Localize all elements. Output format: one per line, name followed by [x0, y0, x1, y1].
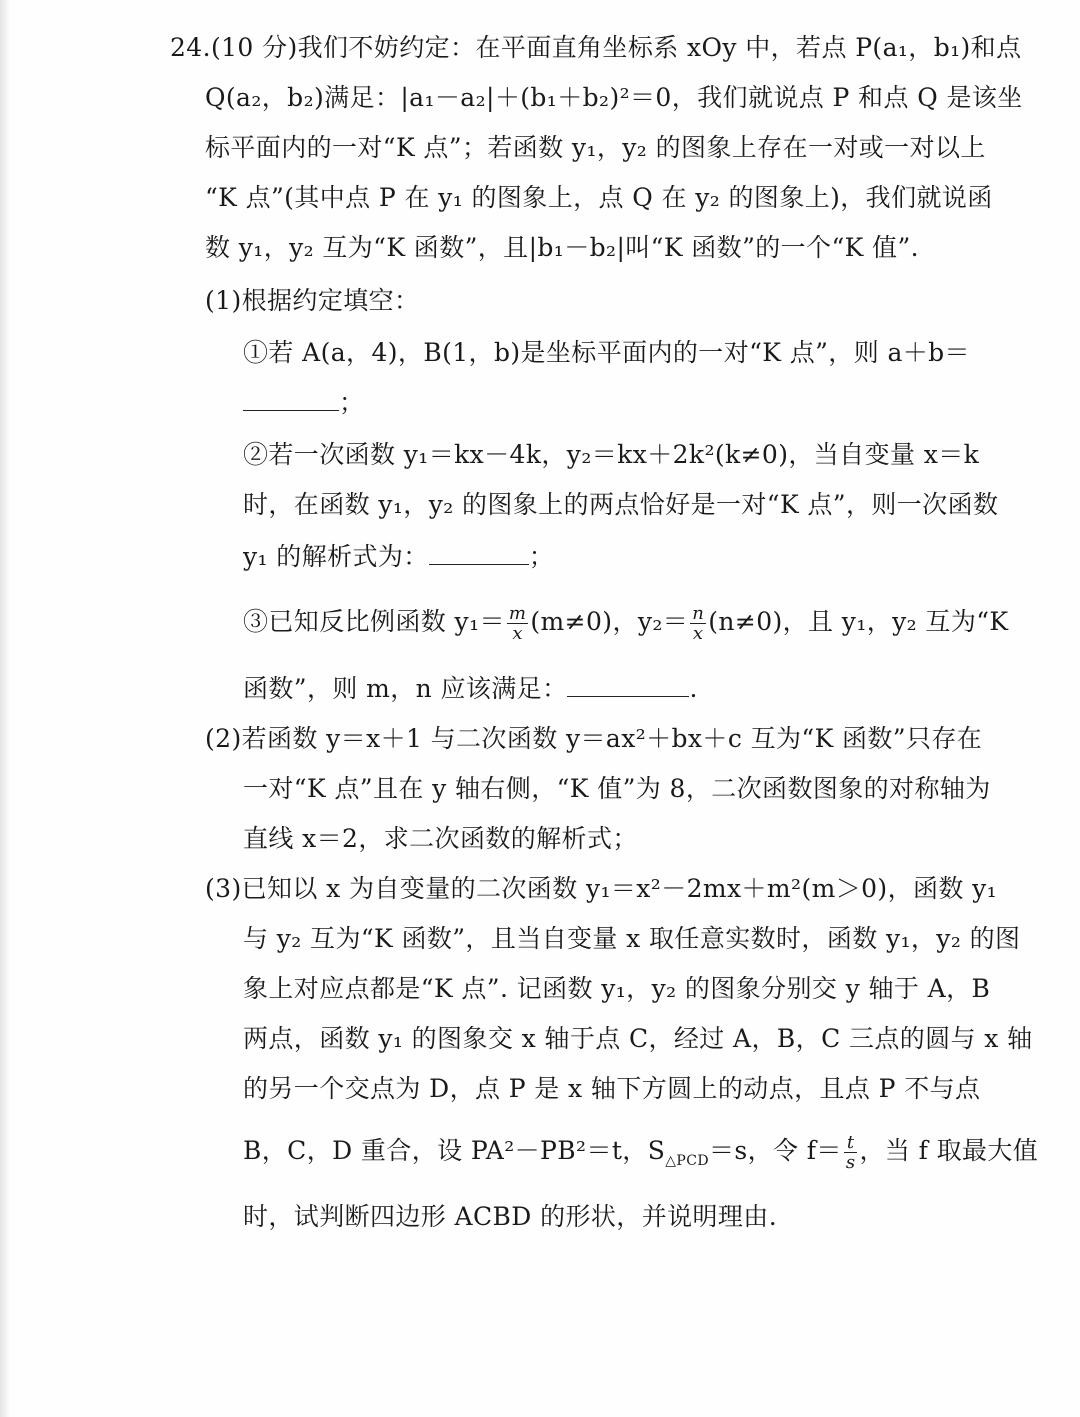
problem-number: 24. [170, 33, 211, 62]
part3-line-1: (3)已知以 x 为自变量的二次函数 y₁＝x²－2mx＋m²(m＞0)，函数 y₁ [205, 874, 998, 903]
q3-end-punct: . [689, 674, 698, 703]
fraction-denominator: x [512, 623, 523, 644]
answer-blank-1[interactable] [243, 388, 339, 411]
q3-text-b: (m≠0)，y₂＝ [530, 607, 689, 636]
answer-blank-2[interactable] [429, 542, 529, 565]
part3-line-6 [243, 1133, 1038, 1178]
part1-q1-line-2 [243, 386, 364, 420]
part3-line6-text-c: ，当 f 取最大值 [859, 1136, 1039, 1165]
q1-end-punct: ； [339, 388, 365, 417]
q3-text-a: ③已知反比例函数 y₁＝ [243, 607, 505, 636]
q2-prompt: y₁ 的解析式为： [243, 542, 429, 571]
area-subscript: △PCD [665, 1153, 709, 1169]
problem-line-5: 数 y₁，y₂ 互为“K 函数”，且|b₁－b₂|叫“K 函数”的一个“K 值”. [205, 233, 919, 262]
part1-q2-line-3 [243, 540, 554, 574]
part1-q3-line-2 [243, 672, 698, 706]
fraction-numerator: t [844, 1133, 858, 1153]
part1-q1-line-1: ①若 A(a，4)，B(1，b)是坐标平面内的一对“K 点”，则 a＋b＝ [243, 338, 970, 367]
page-edge-shadow [0, 0, 10, 1417]
part3-line6-text-b: ＝s，令 f＝ [708, 1136, 842, 1165]
part2-line-1: (2)若函数 y＝x＋1 与二次函数 y＝ax²＋bx＋c 互为“K 函数”只存在 [205, 724, 983, 753]
fraction-denominator: s [845, 1152, 856, 1173]
part3-line6-text-a: B，C，D 重合，设 PA²－PB²＝t，S [243, 1136, 666, 1165]
part1-q3-line-1 [243, 604, 1009, 643]
fraction-denominator: x [692, 623, 704, 644]
answer-blank-3[interactable] [567, 674, 689, 697]
part3-line-5: 的另一个交点为 D，点 P 是 x 轴下方圆上的动点，且点 P 不与点 [243, 1074, 981, 1103]
part3-line-7: 时，试判断四边形 ACBD 的形状，并说明理由. [243, 1202, 778, 1231]
part1-heading: (1)根据约定填空： [205, 286, 420, 315]
q2-end-punct: ； [528, 542, 555, 571]
fraction-n-over-x [690, 604, 706, 643]
part2-line-2: 一对“K 点”且在 y 轴右侧，“K 值”为 8，二次函数图象的对称轴为 [243, 774, 991, 803]
fraction-t-over-s [844, 1133, 858, 1172]
fraction-numerator: m [508, 603, 527, 624]
fraction-m-over-x [507, 604, 528, 643]
q3-text-c: (n≠0)，且 y₁，y₂ 互为“K [708, 607, 1009, 636]
problem-line-1 [170, 31, 1021, 65]
q3-prompt: 函数”，则 m，n 应该满足： [243, 674, 568, 703]
problem-line-4: “K 点”(其中点 P 在 y₁ 的图象上，点 Q 在 y₂ 的图象上)，我们就说函 [205, 183, 993, 212]
part3-line-2: 与 y₂ 互为“K 函数”，且当自变量 x 取任意实数时，函数 y₁，y₂ 的图 [243, 924, 1021, 953]
fraction-numerator: n [692, 603, 705, 624]
part1-q2-line-2: 时，在函数 y₁，y₂ 的图象上的两点恰好是一对“K 点”，则一次函数 [243, 490, 999, 519]
part3-line-3: 象上对应点都是“K 点”. 记函数 y₁，y₂ 的图象分别交 y 轴于 A，B [243, 974, 991, 1003]
part3-line-4: 两点，函数 y₁ 的图象交 x 轴于点 C，经过 A，B，C 三点的圆与 x 轴 [243, 1024, 1033, 1053]
problem-line-3: 标平面内的一对“K 点”；若函数 y₁，y₂ 的图象上存在一对或一对以上 [205, 133, 986, 162]
problem-line-2: Q(a₂，b₂)满足：|a₁－a₂|＋(b₁＋b₂)²＝0，我们就说点 P 和点 Q 是该坐 [205, 83, 1023, 112]
part1-q2-line-1: ②若一次函数 y₁＝kx－4k，y₂＝kx＋2k²(k≠0)，当自变量 x＝k [243, 440, 980, 469]
problem-text: (10 分)我们不妨约定：在平面直角坐标系 xOy 中，若点 P(a₁，b₁)和点 [210, 33, 1022, 62]
part2-line-3: 直线 x＝2，求二次函数的解析式； [243, 824, 638, 853]
